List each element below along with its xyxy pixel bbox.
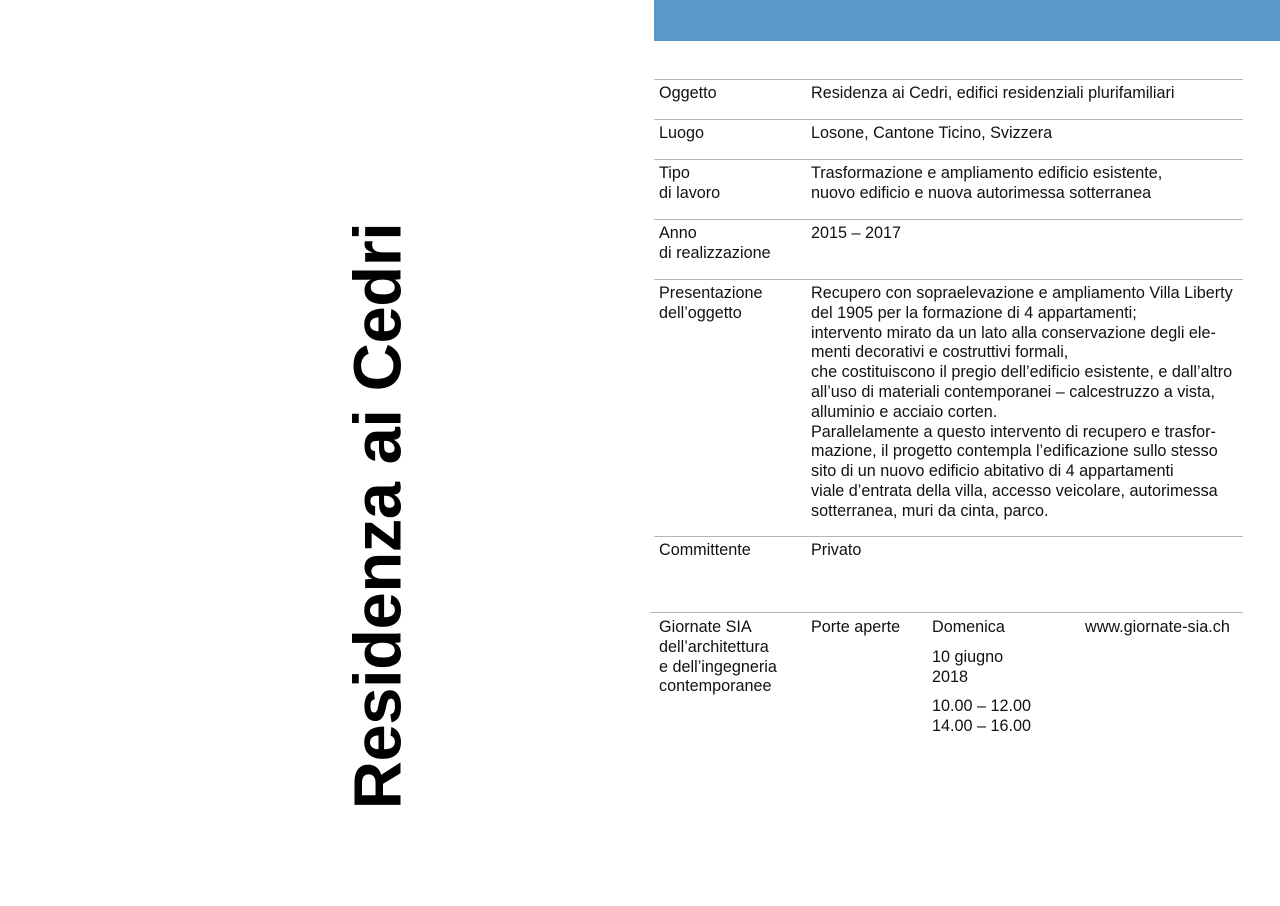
label-line: Anno — [659, 224, 697, 242]
event-section — [650, 612, 1243, 753]
row-value — [811, 84, 1243, 104]
row-label — [659, 224, 804, 264]
value-line: che costituiscono il pregio dell’edificio esistente, e dall’altro — [811, 363, 1233, 382]
value-line: sotterranea, muri da cinta, parco. — [811, 501, 1049, 520]
label-line: dell’oggetto — [659, 303, 742, 322]
event-time-line: 14.00 – 16.00 — [932, 717, 1032, 736]
value-line: nuovo edificio e nuova autorimessa sotterranea — [811, 183, 1152, 202]
info-table — [654, 79, 1243, 597]
event-label-line: e dell’ingegneria — [659, 657, 777, 676]
row-label — [659, 124, 804, 144]
event-date-line: 2018 — [932, 667, 969, 686]
value-line: Parallelamente a questo intervento di recupero e trasfor- — [811, 422, 1216, 441]
value-line: mazione, il progetto contempla l’edificazione sullo stesso — [811, 442, 1218, 461]
page-title-vertical: Residenza ai Cedri — [340, 222, 416, 810]
event-type-text: Porte aperte — [811, 618, 901, 636]
label-line: Committente — [659, 541, 751, 559]
row-label — [659, 164, 804, 204]
value-line: Trasformazione e ampliamento edificio esistente, — [811, 164, 1163, 182]
event-label-line: Giornate SIA — [659, 618, 752, 636]
value-line: intervento mirato da un lato alla conservazione degli ele- — [811, 323, 1216, 342]
value-line: sito di un nuovo edificio abitativo di 4 appartamenti — [811, 462, 1174, 481]
event-label-line: dell’architettura — [659, 637, 769, 656]
label-line: di lavoro — [659, 183, 721, 202]
row-tipo-di-lavoro — [654, 159, 1243, 219]
event-url-text[interactable]: www.giornate-sia.ch — [1085, 618, 1230, 636]
label-line: Luogo — [659, 124, 705, 142]
row-label — [659, 84, 804, 104]
event-website-link[interactable] — [1085, 618, 1245, 638]
event-dates — [932, 618, 1072, 737]
top-color-bar — [654, 0, 1280, 41]
row-presentazione — [654, 279, 1243, 536]
row-value — [811, 224, 1243, 244]
label-line: di realizzazione — [659, 243, 771, 262]
row-value — [811, 284, 1243, 522]
event-label-line: contemporanee — [659, 677, 772, 696]
event-label — [659, 618, 809, 697]
row-label — [659, 284, 804, 324]
value-line: all’uso di materiali contemporanei – calcestruzzo a vista, — [811, 382, 1215, 401]
row-luogo — [654, 119, 1243, 159]
value-line: del 1905 per la formazione di 4 appartamenti; — [811, 303, 1137, 322]
value-line: menti decorativi e costruttivi formali, — [811, 343, 1069, 362]
value-line: viale d’entrata della villa, accesso veicolare, autorimessa — [811, 481, 1218, 500]
value-line: Recupero con sopraelevazione e ampliamento Villa Liberty — [811, 284, 1233, 302]
label-line: Presentazione — [659, 284, 763, 302]
row-label — [659, 541, 804, 561]
row-oggetto — [654, 79, 1243, 119]
row-value — [811, 164, 1243, 204]
event-time-line: 10.00 – 12.00 — [932, 697, 1032, 716]
value-line: Residenza ai Cedri, edifici residenziali plurifamiliari — [811, 84, 1175, 102]
value-line: Privato — [811, 541, 862, 559]
value-line: 2015 – 2017 — [811, 224, 902, 242]
label-line: Oggetto — [659, 84, 717, 102]
row-committente — [654, 536, 1243, 597]
row-value — [811, 541, 1243, 561]
event-date-line: 10 giugno — [932, 647, 1004, 666]
row-value — [811, 124, 1243, 144]
label-line: Tipo — [659, 164, 690, 182]
value-line: alluminio e acciaio corten. — [811, 402, 998, 421]
event-type — [811, 618, 926, 638]
event-day: Domenica — [932, 618, 1005, 636]
value-line: Losone, Cantone Ticino, Svizzera — [811, 124, 1053, 142]
row-anno-di-realizzazione — [654, 219, 1243, 279]
